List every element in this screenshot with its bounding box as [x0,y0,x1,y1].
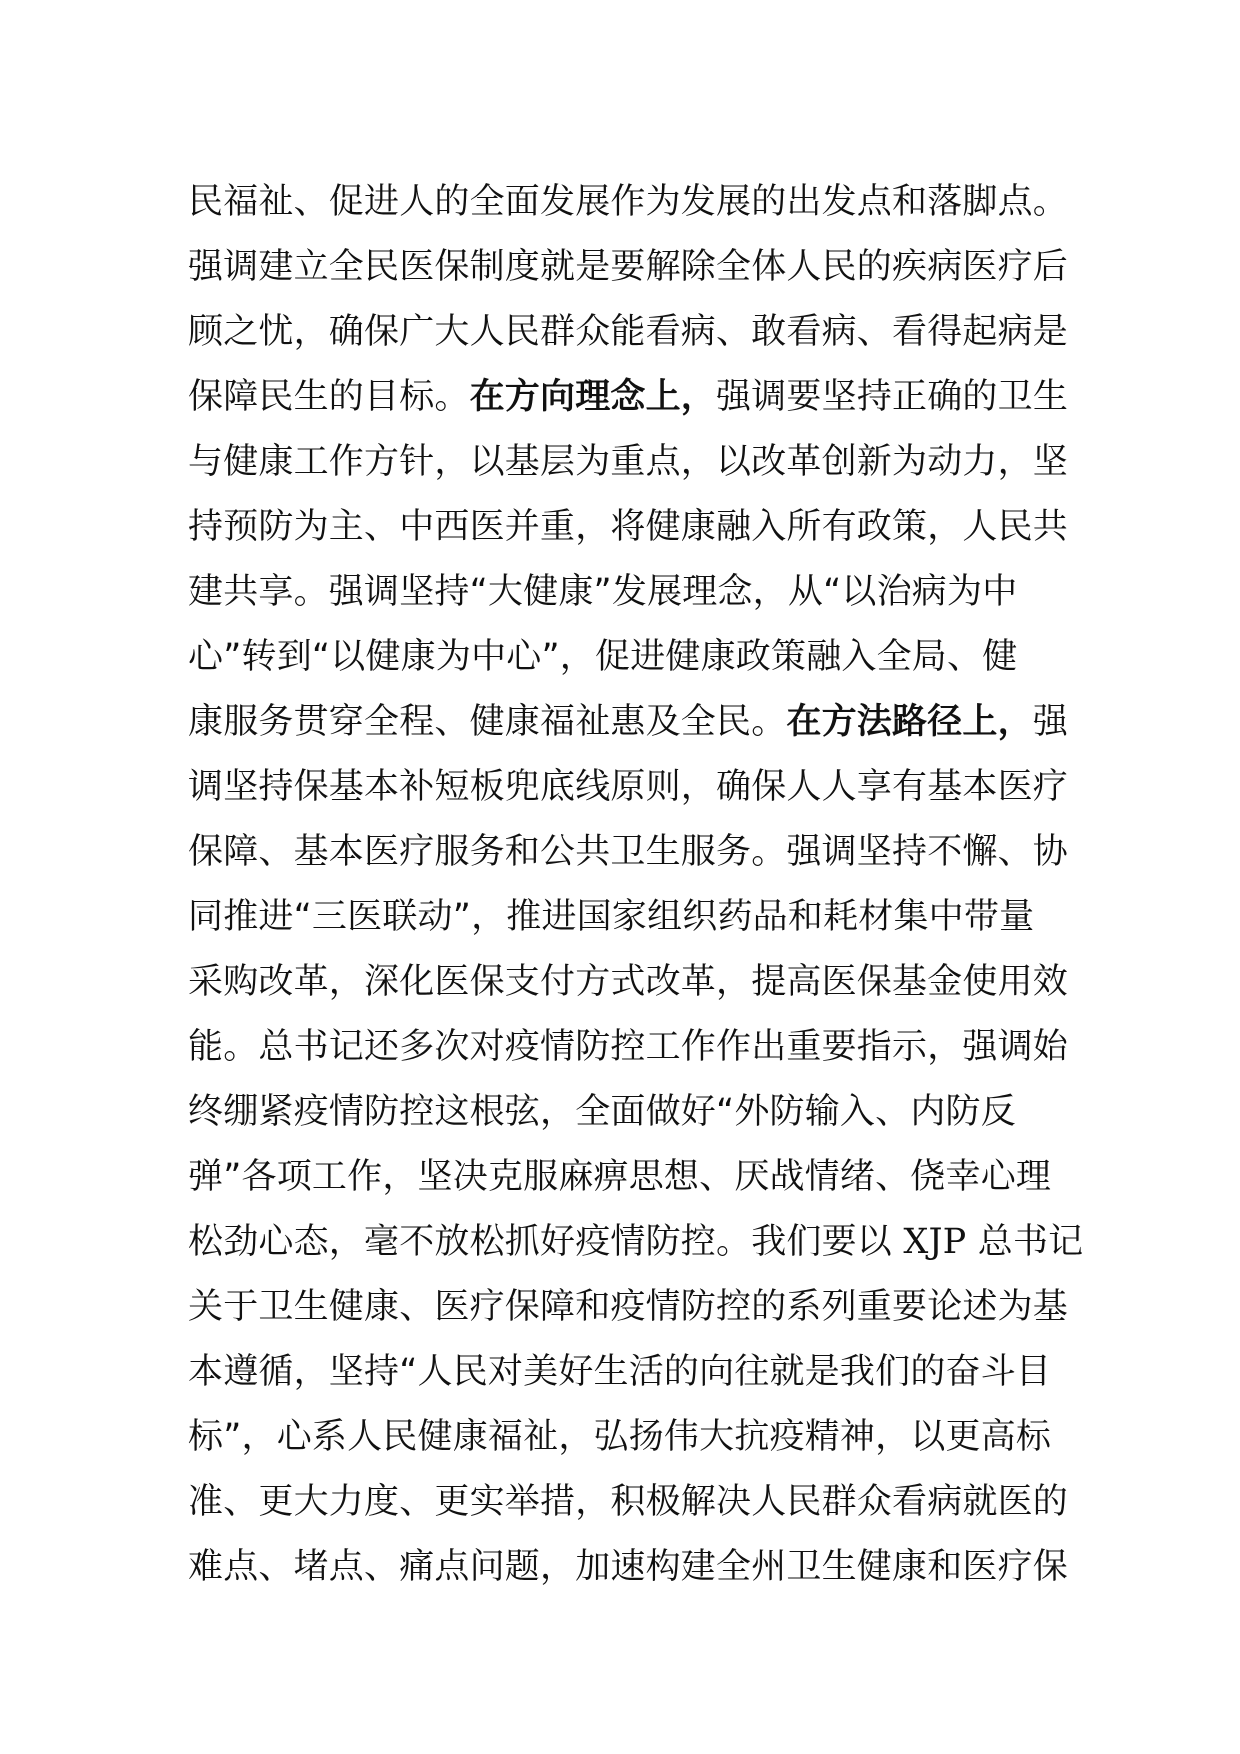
text-segment: 松劲心态，毫不放松抓好疫情防控。我们要以 [188,1222,904,1262]
text-line [188,1210,1084,1275]
text-line [188,495,1069,560]
text-segment: 康服务贯穿全程、健康福祉惠及全民。 [188,702,787,742]
text-line [188,1080,1058,1145]
text-segment: 关于卫生健康、医疗保障和疫情防控的系列重要论述为基 [188,1287,1069,1327]
text-line [188,1340,1058,1405]
text-segment: 同推进“三医联动”，推进国家组织药品和耗材集中带量 [188,897,1035,937]
text-line [188,560,1058,625]
text-segment: 民福祉、促进人的全面发展作为发展的出发点和落脚点。 [188,182,1069,222]
text-segment: 保障、基本医疗服务和公共卫生服务。强调坚持不懈、协 [188,832,1069,872]
text-segment: 强调要坚持正确的卫生 [716,377,1069,417]
text-segment: 终绷紧疫情防控这根弦，全面做好“外防输入、内防反 [188,1092,1016,1132]
text-segment: 准、更大力度、更实举措，积极解决人民群众看病就医的 [188,1482,1069,1522]
text-segment: 与健康工作方针，以基层为重点，以改革创新为动力，坚 [188,442,1069,482]
text-segment: 保障民生的目标。 [188,377,470,417]
text-segment: 调坚持保基本补短板兜底线原则，确保人人享有基本医疗 [188,767,1069,807]
text-segment: 持预防为主、中西医并重，将健康融入所有政策，人民共 [188,507,1069,547]
text-segment: 心”转到“以健康为中心”，促进健康政策融入全局、健 [188,637,1018,677]
body-paragraph [188,170,1084,1600]
text-line [188,1470,1069,1535]
bold-heading-phrase: 在方法路径上， [786,702,1033,742]
text-line [188,755,1069,820]
text-line [188,1405,1058,1470]
text-segment: 本遵循，坚持“人民对美好生活的向往就是我们的奋斗目 [188,1352,1052,1392]
text-line [188,1015,1069,1080]
text-segment: 采购改革，深化医保支付方式改革，提高医保基金使用效 [188,962,1069,1002]
text-segment: 能。总书记还多次对疫情防控工作作出重要指示，强调始 [188,1027,1069,1067]
text-line [188,300,1069,365]
text-segment: 标”，心系人民健康福祉，弘扬伟大抗疫精神，以更高标 [188,1417,1052,1457]
text-segment: 总书记 [966,1222,1084,1262]
text-segment: 难点、堵点、痛点问题，加速构建全州卫生健康和医疗保 [188,1547,1069,1587]
text-line [188,1535,1069,1600]
text-line [188,1145,1058,1210]
text-line [188,365,1069,430]
text-line [188,690,1069,755]
text-segment: XJP [903,1222,967,1262]
text-line [188,885,1058,950]
text-segment: 强调建立全民医保制度就是要解除全体人民的疾病医疗后 [188,247,1069,287]
text-line [188,625,1058,690]
text-segment: 弹”各项工作，坚决克服麻痹思想、厌战情绪、侥幸心理 [188,1157,1052,1197]
text-segment: 建共享。强调坚持“大健康”发展理念，从“以治病为中 [188,572,1018,612]
bold-heading-phrase: 在方向理念上， [469,377,717,417]
text-line [188,170,1069,235]
text-line [188,1275,1069,1340]
text-segment: 顾之忧，确保广大人民群众能看病、敢看病、看得起病是 [188,312,1069,352]
text-segment: 强 [1032,702,1069,742]
text-line [188,950,1069,1015]
text-line [188,235,1069,300]
text-line [188,430,1069,495]
text-line [188,820,1069,885]
